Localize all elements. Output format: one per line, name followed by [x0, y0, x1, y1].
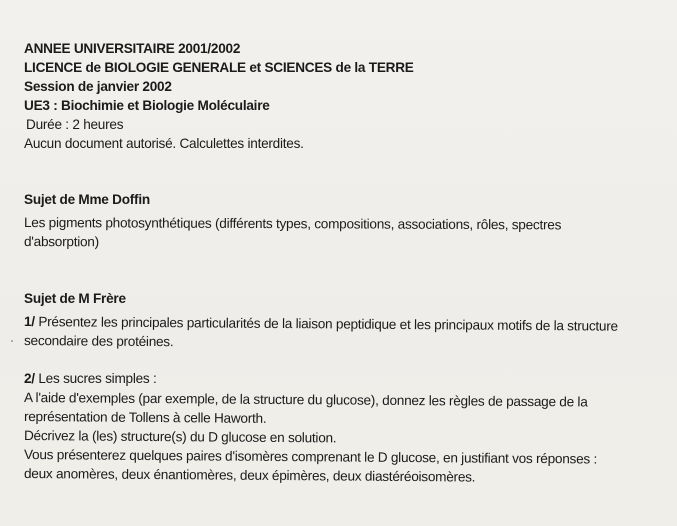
header-rules: Aucun document autorisé. Calculettes interdites. — [24, 136, 304, 151]
question-2-line1 — [24, 370, 157, 388]
header-duration: Durée : 2 heures — [26, 117, 124, 132]
question-2-line3: représentation de Tollens à celle Haworth. — [23, 409, 267, 426]
question-2-text: Les sucres simples : — [34, 371, 157, 386]
question-2-line5: Vous présenterez quelques paires d'isomères comprenant le D glucose, en justifiant vos réponses : — [23, 447, 598, 467]
question-1-line2: secondaire des protéines. — [23, 333, 174, 350]
section2-title: Sujet de M Frère — [24, 291, 126, 306]
question-1-text: Présentez les principales particularités de la liaison peptidique et les principaux motifs de la structure — [34, 314, 618, 334]
header-degree: LICENCE de BIOLOGIE GENERALE et SCIENCES de la TERRE — [24, 60, 414, 75]
question-2-line6: deux anomères, deux énantiomères, deux épimères, deux diastéréoisomères. — [23, 466, 476, 485]
question-2-line2: A l'aide d'exemples (par exemple, de la structure du glucose), donnez les règles de passage de la — [23, 390, 588, 410]
scan-speck — [11, 340, 13, 342]
question-2-number: 2/ — [24, 371, 35, 386]
question-1-number: 1/ — [23, 314, 35, 330]
question-2-line4: Décrivez la (les) structure(s) du D glucose en solution. — [23, 428, 337, 446]
header-year: ANNEE UNIVERSITAIRE 2001/2002 — [24, 41, 241, 56]
section1-text-line2: d'absorption) — [23, 234, 99, 250]
header-course: UE3 : Biochimie et Biologie Moléculaire — [24, 98, 270, 113]
section1-text-line1: Les pigments photosynthétiques (différents types, compositions, associations, rôles, spectres — [23, 215, 562, 233]
section1-title: Sujet de Mme Doffin — [24, 192, 150, 207]
header-session: Session de janvier 2002 — [24, 79, 172, 94]
